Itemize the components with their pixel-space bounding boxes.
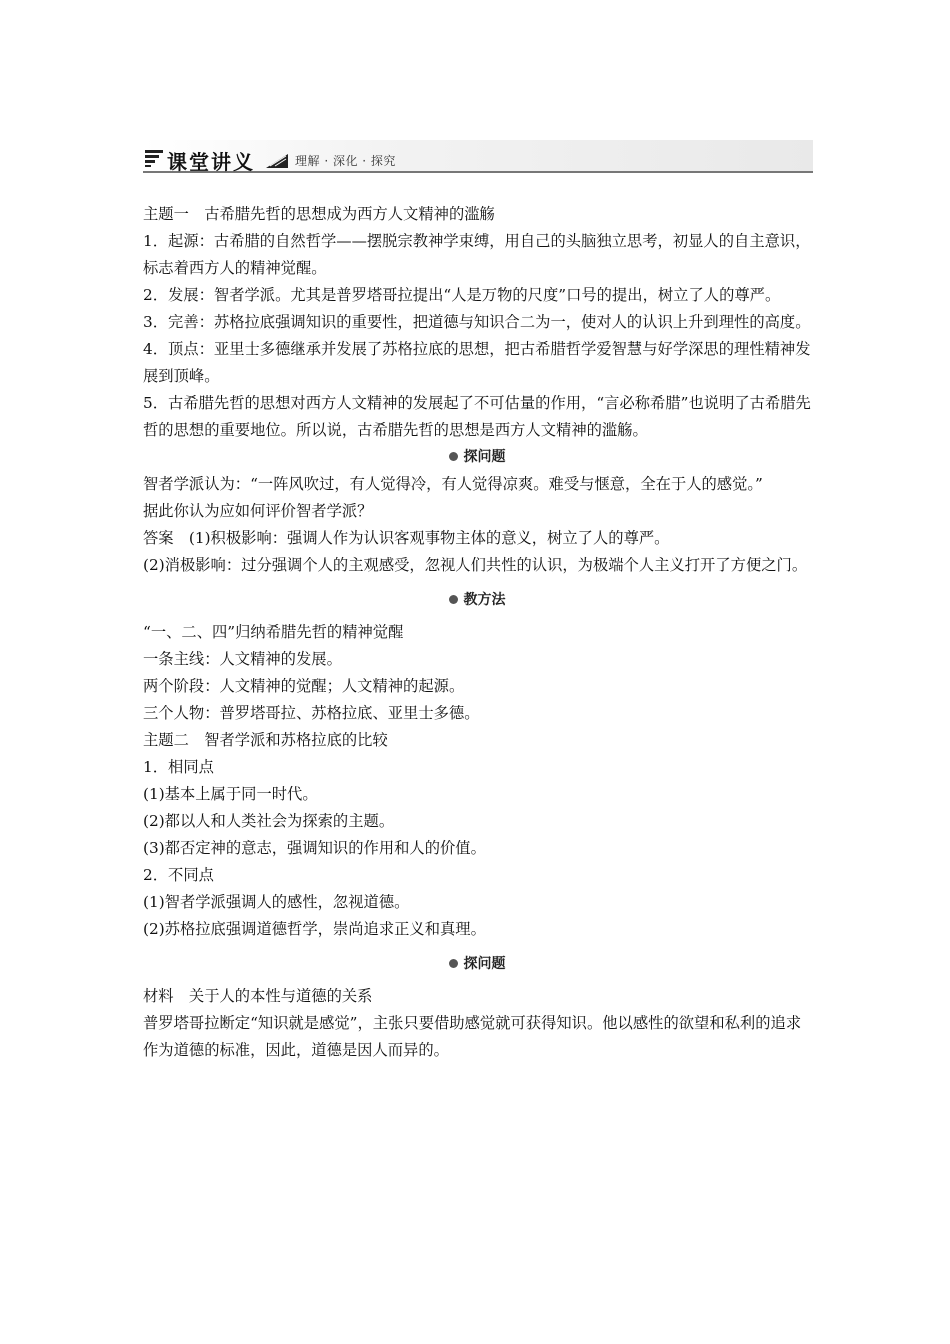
- paragraph: 智者学派认为：“一阵风吹过，有人觉得冷，有人觉得凉爽。难受与惬意，全在于人的感觉。”: [143, 475, 763, 493]
- answer-line: (2)消极影响：过分强调个人的主观感受，忽视人们共性的认识，为极端个人主义打开了方便之门。: [143, 556, 808, 574]
- paragraph: (1)智者学派强调人的感性，忽视道德。: [143, 893, 410, 911]
- paragraph: (2)苏格拉底强调道德哲学，崇尚追求正义和真理。: [143, 920, 486, 938]
- paragraph: (1)基本上属于同一时代。: [143, 785, 318, 803]
- section-heading-label: 探问题: [463, 956, 506, 972]
- banner-title: 课堂讲义: [167, 150, 255, 174]
- paragraph: 2．不同点: [143, 866, 214, 884]
- bullet-dot-icon: [449, 959, 458, 968]
- section-heading: [143, 444, 811, 471]
- paragraph: 5．古希腊先哲的思想对西方人文精神的发展起了不可估量的作用，“言必称希腊”也说明了古希腊先哲的思想的重要地位。所以说，古希腊先哲的思想是西方人文精神的滥觞。: [143, 394, 811, 439]
- answer-line: 答案 (1)积极影响：强调人作为认识客观事物主体的意义，树立了人的尊严。: [143, 529, 670, 547]
- topic-heading: 主题一 古希腊先哲的思想成为西方人文精神的滥觞: [143, 205, 495, 223]
- paragraph: (3)都否定神的意志，强调知识的作用和人的价值。: [143, 839, 486, 857]
- wedge-icon: [266, 154, 288, 168]
- section-heading-label: 探问题: [463, 449, 506, 465]
- section-heading: [143, 951, 811, 978]
- paragraph: 三个人物：普罗塔哥拉、苏格拉底、亚里士多德。: [143, 704, 480, 722]
- paragraph: 两个阶段：人文精神的觉醒；人文精神的起源。: [143, 677, 465, 695]
- bullet-dot-icon: [449, 452, 458, 461]
- topic-heading: 主题二 智者学派和苏格拉底的比较: [143, 731, 388, 749]
- paragraph: 4．顶点：亚里士多德继承并发展了苏格拉底的思想，把古希腊哲学爱智慧与好学深思的理性精神发展到顶峰。: [143, 340, 811, 385]
- paragraph: 据此你认为应如何评价智者学派？: [143, 502, 373, 520]
- paragraph: 3．完善：苏格拉底强调知识的重要性，把道德与知识合二为一，使对人的认识上升到理性的高度。: [143, 313, 811, 331]
- section-banner: [143, 140, 813, 174]
- paragraph: 材料 关于人的本性与道德的关系: [143, 987, 373, 1005]
- section-heading-label: 教方法: [463, 592, 506, 608]
- paragraph: (2)都以人和人类社会为探索的主题。: [143, 812, 395, 830]
- section-heading: [143, 587, 811, 614]
- paragraph: “一、二、四”归纳希腊先哲的精神觉醒: [143, 623, 404, 641]
- stripes-icon: [145, 150, 163, 167]
- paragraph: 一条主线：人文精神的发展。: [143, 650, 342, 668]
- paragraph: 1．起源：古希腊的自然哲学——摆脱宗教神学束缚，用自己的头脑独立思考，初显人的自主意识，标志着西方人的精神觉醒。: [143, 232, 811, 277]
- paragraph: 普罗塔哥拉断定“知识就是感觉”，主张只要借助感觉就可获得知识。他以感性的欲望和私利的追求作为道德的标准，因此，道德是因人而异的。: [143, 1014, 802, 1059]
- lecture-content: [143, 201, 811, 1064]
- banner-subtitle: 理解 · 深化 · 探究: [295, 154, 396, 168]
- bullet-dot-icon: [449, 595, 458, 604]
- paragraph: 1．相同点: [143, 758, 214, 776]
- paragraph: 2．发展：智者学派。尤其是普罗塔哥拉提出“人是万物的尺度”口号的提出，树立了人的尊严。: [143, 286, 781, 304]
